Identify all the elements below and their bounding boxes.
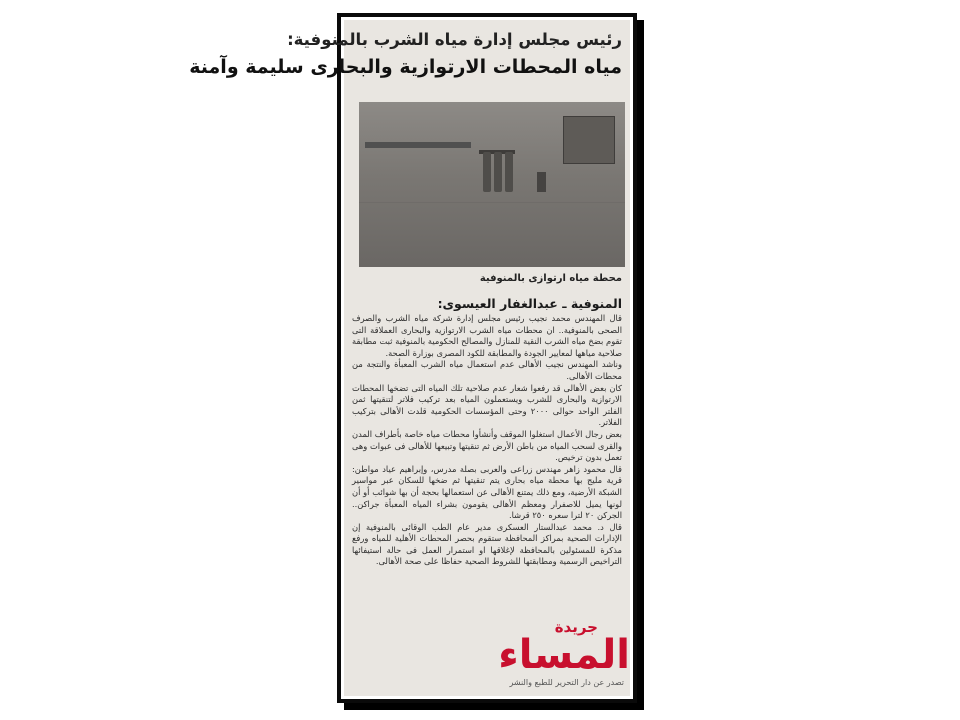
article-body <box>352 313 622 568</box>
article-paragraph: كان بعض الأهالى قد رفعوا شعار عدم صلاحية تلك المياه التى تضخها المحطات الارتوازية والبحارى للشرب ويستعملون المياه بعد تركيب فلاتر لتنقيتها ثمن الفلتر الواحد حوالى ٢٠٠٠ وحتى المؤسسات الحكومية قلدت الأهالى بتركيب الفلاتر. <box>352 382 622 428</box>
article-headline: مياه المحطات الارتوازية والبحارى سليمة وآمنة <box>189 56 622 78</box>
newspaper-clipping <box>189 20 630 696</box>
article-kicker: رئيس مجلس إدارة مياه الشرب بالمنوفية: <box>287 30 622 49</box>
article-paragraph: بعض رجال الأعمال استغلوا الموقف وأنشأوا محطات مياه خاصة بأطراف المدن والقرى لسحب المياه من باطن الأرض ثم تنقيتها وتبيعها للأهالى فى عبوات وهى تعمل بدون ترخيص. <box>352 428 622 463</box>
article-byline: المنوفية ـ عبدالغفار العيسوى: <box>437 296 622 311</box>
logo-small-text: جريدة <box>554 618 598 636</box>
article-photo <box>359 102 625 267</box>
photo-filter <box>505 152 513 192</box>
photo-shelf <box>365 142 471 148</box>
logo-big-text: المساء <box>498 632 630 678</box>
photo-filter <box>494 152 502 192</box>
article-paragraph: قال المهندس محمد نجيب رئيس مجلس إدارة شركة مياه الشرب والصرف الصحى بالمنوفية.. ان محطات مياه الشرب الارتوازية والبحارى العملاقة التى تقوم بضخ مياه الشرب النقية للمنازل والمصالح الحكومية بالمنوفية ثبت مطابقة صلاحية مياهها لمعايير الجودة والمطابقة للكود المصرى بوزارة الصحة. <box>352 313 622 358</box>
article-paragraph: وناشد المهندس نجيب الأهالى عدم استعمال مياه الشرب المعبأة والنتجة من محطات الأهالى. <box>352 359 622 381</box>
logo-tagline: تصدر عن دار التحرير للطبع والنشر <box>509 678 624 687</box>
photo-wall-box <box>563 116 615 164</box>
photo-glass <box>537 172 546 192</box>
photo-wall-line <box>359 202 625 203</box>
article-paragraph: قال محمود زاهر مهندس زراعى والعربى بصلة مدرس، وإبراهيم عياد مواطن: قرية مليج بها محطة مياه بحارى يتم تنقيتها ثم ضخها للسكان عبر مواسير الشبكة الأرضية، ومع ذلك يمتنع الأهالى عن استعمالها بحجة أن بها شوائب أو أن لونها يميل للاصفرار ومعظم الأهالى يقومون بشراء المياه المعبأة جراكن.. الجركن ٢٠ لترا سعره ٢٥٠ قرشا. <box>352 463 622 521</box>
newspaper-logo <box>480 616 630 692</box>
photo-filter <box>483 152 491 192</box>
photo-caption: محطة مياه ارتوازى بالمنوفية <box>479 273 622 284</box>
article-paragraph: قال د. محمد عبدالستار العسكرى مدير عام الطب الوقائى بالمنوفية إن الإدارات الصحية بمراكز المحافظة ستقوم بحصر المحطات الأهلية للمياه ورفع مذكرة للمسئولين بالمحافظة لإغلاقها او استمرار العمل فى حالة استيفائها التراخيص الرسمية ومطابقتها للشروط الصحية حفاظا على صحة الأهالى. <box>352 521 622 567</box>
